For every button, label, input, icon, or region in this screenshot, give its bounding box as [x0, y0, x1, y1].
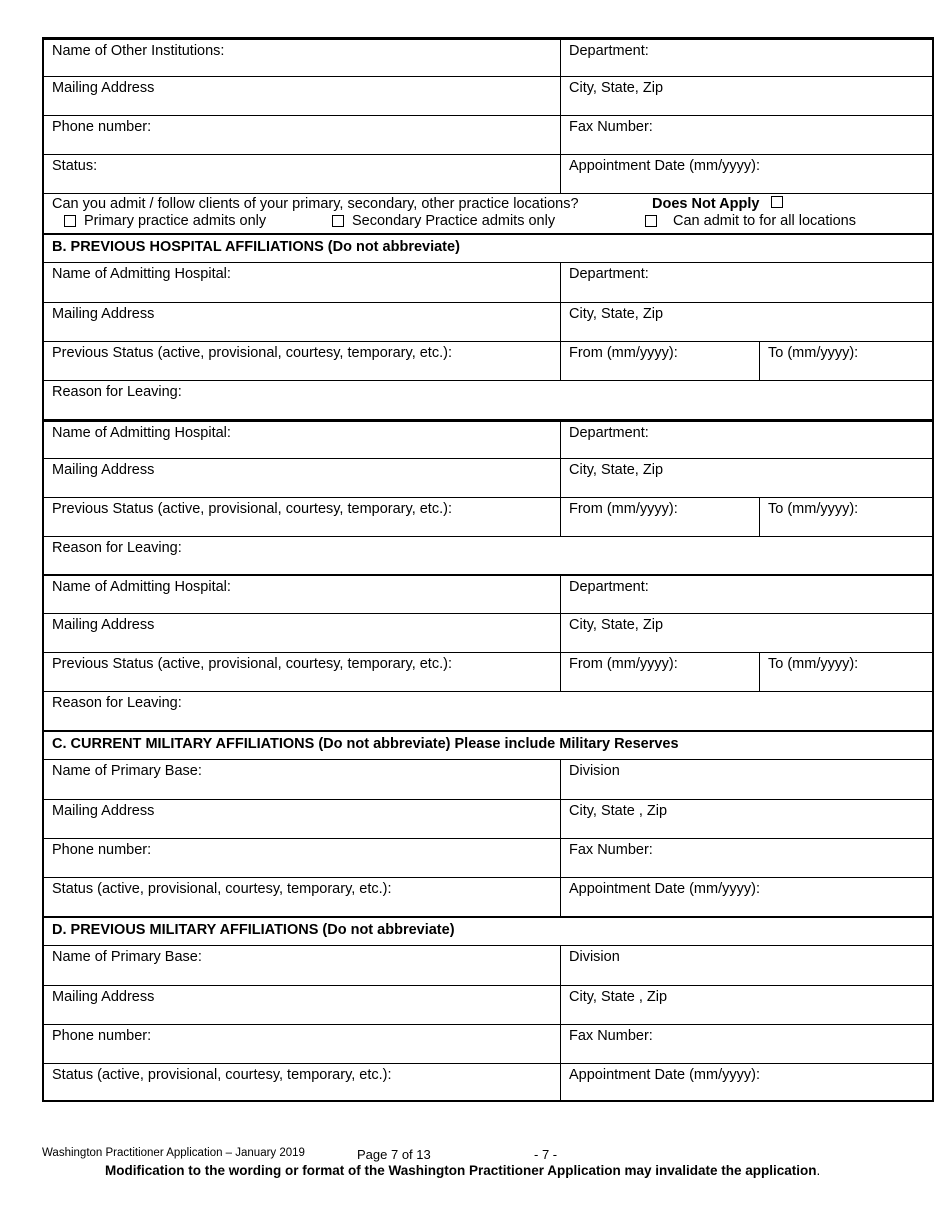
hospital-name-field[interactable]: Name of Admitting Hospital: [44, 422, 561, 458]
hospital-1-address-row [44, 302, 932, 341]
hospital-3-reason-row [44, 691, 932, 730]
current-military-status-row [44, 877, 932, 916]
section-c-header [44, 730, 932, 760]
previous-status-field[interactable]: Status (active, provisional, courtesy, temporary, etc.): [44, 1064, 561, 1100]
current-phone-field[interactable]: Phone number: [44, 839, 561, 877]
current-mailing-field[interactable]: Mailing Address [44, 800, 561, 838]
institution-phone-row [44, 115, 932, 154]
footer-warning-period: . [816, 1163, 821, 1178]
hospital-1-status-row [44, 341, 932, 380]
section-b-header [44, 233, 932, 263]
institution-row [44, 37, 932, 76]
current-base-name-field[interactable]: Name of Primary Base: [44, 760, 561, 799]
hospital-3-status-row [44, 652, 932, 691]
all-locations-checkbox[interactable] [645, 215, 657, 227]
hospital-mailing-field[interactable]: Mailing Address [44, 303, 561, 341]
hospital-mailing-field[interactable]: Mailing Address [44, 459, 561, 497]
previous-military-status-row [44, 1063, 932, 1102]
institution-phone-field[interactable]: Phone number: [44, 116, 561, 154]
all-locations-label: Can admit to for all locations [673, 213, 856, 229]
hospital-2-name-row [44, 419, 932, 458]
hospital-3-address-row [44, 613, 932, 652]
institution-department-field[interactable]: Department: [569, 43, 649, 59]
previous-base-name-field[interactable]: Name of Primary Base: [44, 946, 561, 985]
hospital-department-field[interactable]: Department: [569, 266, 649, 282]
hospital-department-field[interactable]: Department: [569, 579, 649, 595]
section-b-title: B. PREVIOUS HOSPITAL AFFILIATIONS (Do not abbreviate) [52, 239, 460, 255]
section-c-title: C. CURRENT MILITARY AFFILIATIONS (Do not abbreviate) Please include Military Reserves [52, 736, 679, 752]
admit-question-block [44, 193, 932, 233]
hospital-name-field[interactable]: Name of Admitting Hospital: [44, 263, 561, 302]
current-fax-field[interactable]: Fax Number: [569, 842, 653, 858]
institution-name-field[interactable]: Name of Other Institutions: [44, 40, 561, 76]
hospital-reason-field[interactable]: Reason for Leaving: [52, 384, 182, 400]
previous-phone-field[interactable]: Phone number: [44, 1025, 561, 1063]
hospital-2-address-row [44, 458, 932, 497]
current-city-field[interactable]: City, State , Zip [569, 803, 668, 819]
primary-admits-checkbox[interactable] [64, 215, 76, 227]
institution-status-row [44, 154, 932, 193]
footer-app-name: Washington Practitioner Application – January 2019 [42, 1147, 305, 1159]
current-status-field[interactable]: Status (active, provisional, courtesy, temporary, etc.): [44, 878, 561, 916]
does-not-apply-label: Does Not Apply [652, 196, 760, 212]
hospital-name-field[interactable]: Name of Admitting Hospital: [44, 576, 561, 613]
current-military-address-row [44, 799, 932, 838]
hospital-city-field[interactable]: City, State, Zip [569, 617, 664, 633]
hospital-mailing-field[interactable]: Mailing Address [44, 614, 561, 652]
footer-page: Page 7 of 13 [357, 1147, 431, 1162]
hospital-to-field[interactable]: To (mm/yyyy): [768, 345, 859, 361]
institution-appointment-field[interactable]: Appointment Date (mm/yyyy): [569, 158, 760, 174]
previous-appointment-field[interactable]: Appointment Date (mm/yyyy): [569, 1067, 760, 1083]
previous-military-address-row [44, 985, 932, 1024]
previous-city-field[interactable]: City, State , Zip [569, 989, 668, 1005]
hospital-department-field[interactable]: Department: [569, 425, 649, 441]
hospital-city-field[interactable]: City, State, Zip [569, 462, 664, 478]
hospital-city-field[interactable]: City, State, Zip [569, 306, 664, 322]
institution-fax-field[interactable]: Fax Number: [569, 119, 653, 135]
primary-admits-option [64, 213, 266, 229]
previous-division-field[interactable]: Division [569, 949, 620, 965]
hospital-reason-field[interactable]: Reason for Leaving: [52, 695, 182, 711]
previous-mailing-field[interactable]: Mailing Address [44, 986, 561, 1024]
current-military-phone-row [44, 838, 932, 877]
hospital-status-field[interactable]: Previous Status (active, provisional, courtesy, temporary, etc.): [44, 498, 561, 536]
hospital-2-reason-row [44, 536, 932, 574]
hospital-1-name-row [44, 263, 932, 302]
hospital-to-field[interactable]: To (mm/yyyy): [768, 656, 859, 672]
footer-page-number: - 7 - [534, 1147, 558, 1162]
footer-warning-text: Modification to the wording or format of the Washington Practitioner Application may invalidate the application [105, 1163, 817, 1178]
does-not-apply-checkbox[interactable] [771, 196, 783, 208]
secondary-admits-label: Secondary Practice admits only [352, 213, 556, 229]
hospital-to-field[interactable]: To (mm/yyyy): [768, 501, 859, 517]
hospital-status-field[interactable]: Previous Status (active, provisional, courtesy, temporary, etc.): [44, 653, 561, 691]
hospital-from-field[interactable]: From (mm/yyyy): [561, 653, 760, 691]
previous-military-phone-row [44, 1024, 932, 1063]
institution-city-field[interactable]: City, State, Zip [569, 80, 664, 96]
section-d-header [44, 916, 932, 946]
section-d-title: D. PREVIOUS MILITARY AFFILIATIONS (Do not abbreviate) [52, 922, 455, 938]
secondary-admits-checkbox[interactable] [332, 215, 344, 227]
admit-question-text: Can you admit / follow clients of your primary, secondary, other practice locations? [52, 196, 579, 212]
hospital-1-reason-row [44, 380, 932, 419]
previous-military-base-row [44, 946, 932, 985]
hospital-from-field[interactable]: From (mm/yyyy): [561, 498, 760, 536]
current-appointment-field[interactable]: Appointment Date (mm/yyyy): [569, 881, 760, 897]
hospital-reason-field[interactable]: Reason for Leaving: [52, 540, 182, 556]
application-form [42, 37, 934, 1102]
institution-mailing-field[interactable]: Mailing Address [44, 77, 561, 115]
hospital-2-status-row [44, 497, 932, 536]
previous-fax-field[interactable]: Fax Number: [569, 1028, 653, 1044]
hospital-from-field[interactable]: From (mm/yyyy): [561, 342, 760, 380]
current-division-field[interactable]: Division [569, 763, 620, 779]
footer-warning [105, 1163, 820, 1178]
does-not-apply-option [652, 196, 791, 212]
secondary-admits-option [332, 213, 555, 229]
primary-admits-label: Primary practice admits only [84, 213, 267, 229]
institution-status-field[interactable]: Status: [44, 155, 561, 193]
all-locations-option [645, 213, 856, 229]
hospital-3-name-row [44, 574, 932, 613]
current-military-base-row [44, 760, 932, 799]
institution-address-row [44, 76, 932, 115]
hospital-status-field[interactable]: Previous Status (active, provisional, courtesy, temporary, etc.): [44, 342, 561, 380]
